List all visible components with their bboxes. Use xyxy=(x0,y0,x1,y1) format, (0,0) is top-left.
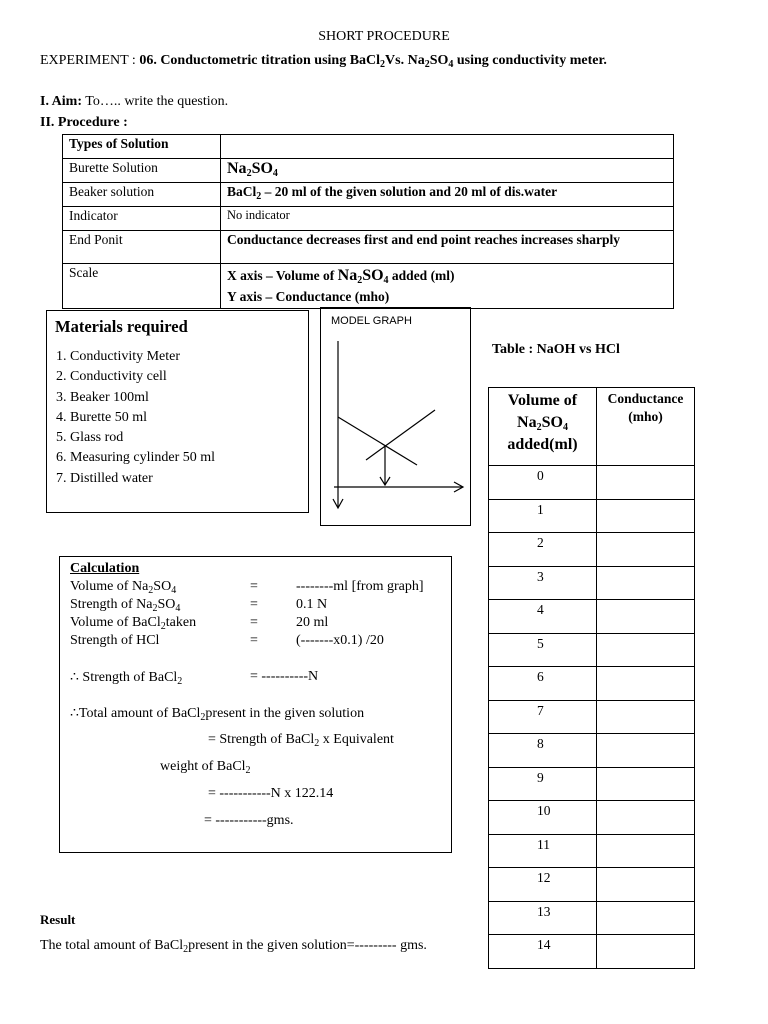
list-item: 3. Beaker 100ml xyxy=(56,389,149,405)
conductance-cell[interactable] xyxy=(597,901,695,935)
calc-value: 0.1 N xyxy=(296,597,328,612)
calc-gms-line: = -----------gms. xyxy=(204,813,294,828)
table-row xyxy=(489,667,695,701)
table-row xyxy=(63,207,674,231)
procedure-label: II. Procedure : xyxy=(40,115,128,130)
calc-strength-label: ∴ Strength of BaCl$_2$ xyxy=(70,670,183,687)
calc-value: --------ml [from graph] xyxy=(296,579,424,594)
calc-equals: = xyxy=(250,597,258,612)
calc-weight: weight of BaCl$_2$ xyxy=(160,759,251,776)
aim: I. Aim: To….. write the question. xyxy=(40,94,229,109)
volume-cell: 10 xyxy=(489,801,597,835)
page-title: SHORT PROCEDURE xyxy=(318,29,450,44)
volume-cell: 6 xyxy=(489,667,597,701)
table-row xyxy=(489,466,695,500)
materials-box xyxy=(46,310,309,513)
volume-cell: 12 xyxy=(489,868,597,902)
list-item: 2. Conductivity cell xyxy=(56,369,167,385)
table-row xyxy=(489,633,695,667)
calc-equals: = xyxy=(250,615,258,630)
volume-cell: 4 xyxy=(489,600,597,634)
calc-label: Strength of HCl xyxy=(70,633,160,648)
volume-cell: 3 xyxy=(489,566,597,600)
increasing-line xyxy=(366,410,435,460)
model-graph-title: MODEL GRAPH xyxy=(331,315,412,327)
table-row xyxy=(489,868,695,902)
table-row xyxy=(489,901,695,935)
list-item: 7. Distilled water xyxy=(56,470,153,486)
table-row xyxy=(63,183,674,207)
list-item: 1. Conductivity Meter xyxy=(56,349,181,364)
experiment-title: EXPERIMENT : 06. Conductometric titration using BaCl$_2$Vs. $Na_2SO_4$ using conductivity meter. xyxy=(40,53,607,70)
conductance-cell[interactable] xyxy=(597,868,695,902)
table-row xyxy=(489,499,695,533)
conductance-cell[interactable] xyxy=(597,533,695,567)
row-label: Burette Solution xyxy=(63,159,221,183)
reading-rows xyxy=(489,466,695,969)
conductance-cell[interactable] xyxy=(597,834,695,868)
table-row xyxy=(489,801,695,835)
column-header-conductance: Conductance (mho) xyxy=(597,388,695,466)
calc-equals: = xyxy=(250,579,258,594)
indicator-value: No indicator xyxy=(221,207,674,231)
volume-cell: 14 xyxy=(489,935,597,969)
table-row xyxy=(489,600,695,634)
calc-equals: = xyxy=(250,633,258,648)
conductance-cell[interactable] xyxy=(597,801,695,835)
result-text: The total amount of BaCl$_2$present in the given solution=--------- gms. xyxy=(40,938,427,955)
conductance-cell[interactable] xyxy=(597,667,695,701)
table-row xyxy=(489,767,695,801)
table-row xyxy=(63,135,674,159)
conductance-cell[interactable] xyxy=(597,466,695,500)
list-item: 5. Glass rod xyxy=(56,430,124,446)
procedure-header: Types of Solution xyxy=(63,135,221,159)
beaker-value: BaCl$_2$ – 20 ml of the given solution and 20 ml of dis.water xyxy=(221,183,674,207)
calc-label: Strength of $Na_2SO_4$ xyxy=(70,597,181,614)
table-row xyxy=(63,159,674,183)
volume-cell: 13 xyxy=(489,901,597,935)
calc-value: 20 ml xyxy=(296,615,329,630)
volume-cell: 1 xyxy=(489,499,597,533)
volume-cell: 5 xyxy=(489,633,597,667)
calc-total-label: ∴Total amount of BaCl$_2$present in the given solution xyxy=(70,706,365,723)
conductance-cell[interactable] xyxy=(597,633,695,667)
table-row xyxy=(489,734,695,768)
volume-cell: 7 xyxy=(489,700,597,734)
procedure-table xyxy=(62,134,674,309)
calc-strength-value: = ----------N xyxy=(250,669,319,684)
burette-value: $Na_2SO_4$ xyxy=(221,159,674,183)
row-label: End Ponit xyxy=(63,231,221,264)
row-label: Beaker solution xyxy=(63,183,221,207)
table-row xyxy=(63,231,674,264)
volume-cell: 2 xyxy=(489,533,597,567)
calc-total-eq: = Strength of BaCl$_2$ x Equivalent xyxy=(208,732,394,749)
row-label: Scale xyxy=(63,264,221,309)
decreasing-line xyxy=(338,417,417,465)
table-row xyxy=(63,264,674,309)
volume-cell: 9 xyxy=(489,767,597,801)
row-label: Indicator xyxy=(63,207,221,231)
list-item: 4. Burette 50 ml xyxy=(56,409,147,425)
conductance-cell[interactable] xyxy=(597,734,695,768)
volume-cell: 11 xyxy=(489,834,597,868)
readings-caption: Table : NaOH vs HCl xyxy=(492,342,620,357)
model-graph xyxy=(320,307,471,526)
column-header-volume: Volume of $Na_2SO_4$ added(ml) xyxy=(489,388,597,466)
calculation-title: Calculation xyxy=(70,561,140,576)
materials-title: Materials required xyxy=(55,317,188,336)
conductance-cell[interactable] xyxy=(597,600,695,634)
table-row xyxy=(489,388,695,466)
calc-value: (-------x0.1) /20 xyxy=(296,633,384,648)
list-item: 6. Measuring cylinder 50 ml xyxy=(56,450,216,466)
conductance-cell[interactable] xyxy=(597,499,695,533)
volume-cell: 8 xyxy=(489,734,597,768)
result-label: Result xyxy=(40,912,76,927)
scale-value: X axis – Volume of $Na_2SO_4$ added (ml) Y axis – Conductance (mho) xyxy=(221,264,674,309)
endpoint-value: Conductance decreases first and end point reaches increases sharply xyxy=(221,231,674,264)
table-row xyxy=(489,935,695,969)
materials-list xyxy=(56,347,215,489)
calc-n-line: = -----------N x 122.14 xyxy=(208,786,334,801)
calculation-box xyxy=(59,556,452,853)
calc-label: Volume of BaCl$_2$taken xyxy=(70,615,197,632)
conductance-cell[interactable] xyxy=(597,566,695,600)
calc-label: Volume of $Na_2SO_4$ xyxy=(70,579,177,596)
conductance-cell[interactable] xyxy=(597,767,695,801)
volume-cell: 0 xyxy=(489,466,597,500)
table-row xyxy=(489,834,695,868)
conductance-cell[interactable] xyxy=(597,700,695,734)
model-graph-box xyxy=(320,307,471,526)
table-row xyxy=(489,533,695,567)
readings-table xyxy=(488,387,695,969)
table-row xyxy=(489,566,695,600)
conductance-cell[interactable] xyxy=(597,935,695,969)
table-row xyxy=(489,700,695,734)
